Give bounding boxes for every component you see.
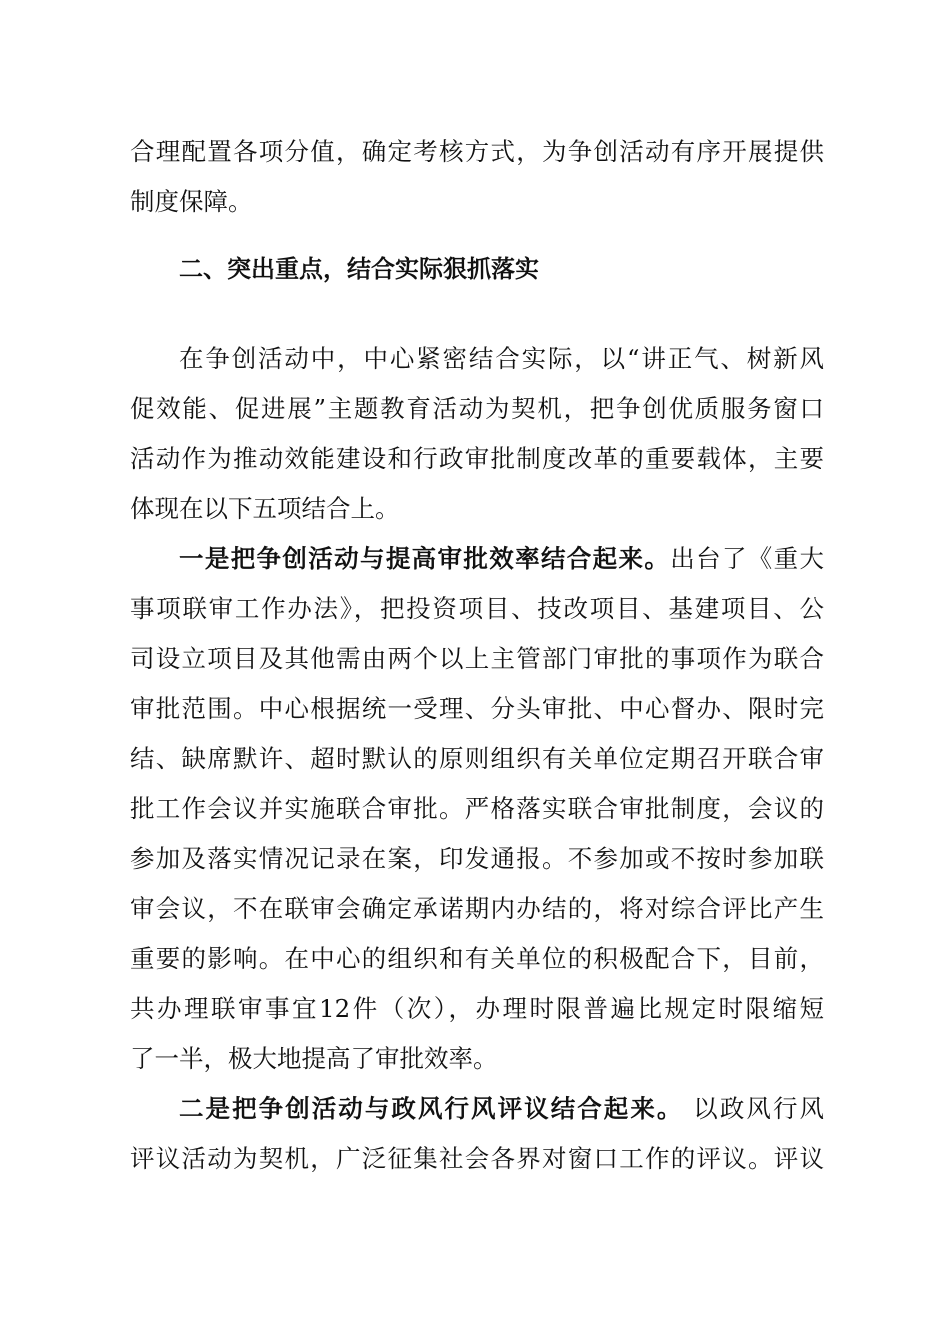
section-heading: 二、突出重点，结合实际狠抓落实 — [179, 255, 539, 283]
paragraph-2-line-1-rest: 出台了《重大 — [670, 544, 824, 573]
paragraph-2-lead: 一是把争创活动与提高审批效率结合起来。 — [179, 544, 671, 573]
paragraph-2-line-6: 批工作会议并实施联合审批。严格落实联合审批制度，会议的 — [130, 794, 824, 823]
paragraph-2-line-4: 审批范围。中心根据统一受理、分头审批、中心督办、限时完 — [130, 694, 824, 723]
paragraph-3-lead: 二是把争创活动与政风行风评议结合起来。 — [179, 1094, 684, 1123]
paragraph-2-line-8: 审会议，不在联审会确定承诺期内办结的，将对综合评比产生 — [130, 894, 824, 923]
paragraph-1-line-3: 活动作为推动效能建设和行政审批制度改革的重要载体，主要 — [130, 444, 824, 473]
paragraph-2-line-11: 了一半，极大地提高了审批效率。 — [130, 1044, 498, 1073]
intro-line-1: 合理配置各项分值，确定考核方式，为争创活动有序开展提供 — [130, 137, 824, 166]
paragraph-2-line-9: 重要的影响。在中心的组织和有关单位的积极配合下，目前， — [130, 944, 824, 973]
paragraph-2-line-10: 共办理联审事宜12件（次），办理时限普遍比规定时限缩短 — [130, 994, 824, 1023]
paragraph-3-line-2: 评议活动为契机，广泛征集社会各界对窗口工作的评议。评议 — [130, 1144, 824, 1173]
paragraph-1-line-2: 促效能、促进展”主题教育活动为契机，把争创优质服务窗口 — [130, 394, 824, 423]
paragraph-2-line-3: 司设立项目及其他需由两个以上主管部门审批的事项作为联合 — [130, 644, 824, 673]
paragraph-2-line-1 — [179, 543, 824, 575]
paragraph-2-line-7: 参加及落实情况记录在案，印发通报。不参加或不按时参加联 — [130, 844, 824, 873]
intro-line-2: 制度保障。 — [130, 187, 253, 216]
paragraph-1-line-1: 在争创活动中，中心紧密结合实际，以“讲正气、树新风 — [179, 344, 824, 373]
paragraph-2-line-2: 事项联审工作办法》，把投资项目、技改项目、基建项目、公 — [130, 594, 824, 623]
paragraph-3-line-1-rest: 以政风行风 — [683, 1094, 824, 1123]
paragraph-2-line-5: 结、缺席默许、超时默认的原则组织有关单位定期召开联合审 — [130, 744, 824, 773]
paragraph-1-line-4: 体现在以下五项结合上。 — [130, 494, 400, 523]
paragraph-3-line-1 — [179, 1093, 824, 1125]
